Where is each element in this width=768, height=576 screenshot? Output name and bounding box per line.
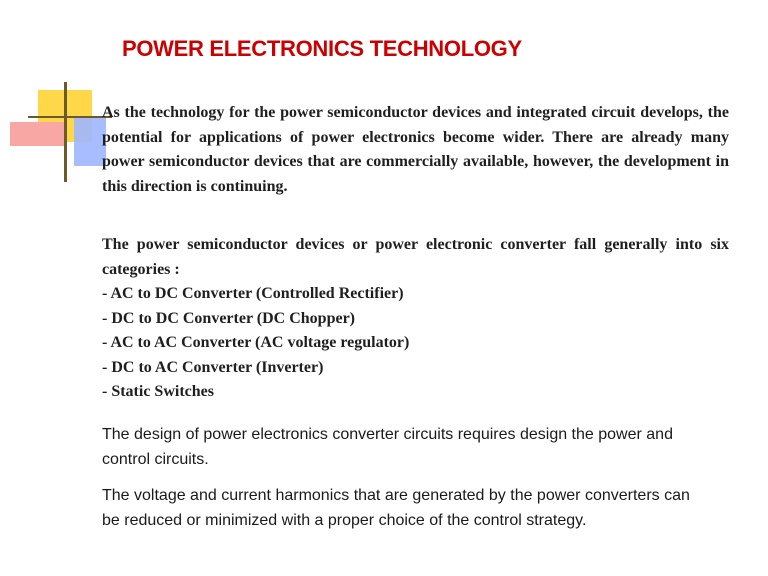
category-item: - AC to DC Converter (Controlled Rectifier) (102, 285, 404, 302)
slide-title: POWER ELECTRONICS TECHNOLOGY (122, 36, 522, 61)
categories-intro: The power semiconductor devices or power electronic converter fall generally into six categories : (102, 236, 729, 278)
paragraph-design: The design of power electronics converter circuits requires design the power and control circuits. (102, 426, 673, 468)
category-item: - DC to DC Converter (DC Chopper) (102, 309, 355, 327)
category-item: - Static Switches (102, 383, 214, 400)
category-item: - AC to AC Converter (AC voltage regulator) (102, 334, 410, 351)
category-item: - DC to AC Converter (Inverter) (102, 358, 324, 376)
decorative-pink-bar (10, 122, 64, 146)
decorative-vertical-line (64, 82, 67, 182)
paragraph-harmonics: The voltage and current harmonics that are generated by the power converters can be reduced or minimized with a proper choice of the control strategy. (102, 487, 690, 529)
paragraph-intro: As the technology for the power semiconductor devices and integrated circuit develops, the potential for applications of power electronics become wider. There are already many power semiconductor devices that are commercially available, however, the development in this direction is continuing. (102, 104, 729, 195)
decorative-horizontal-line (28, 116, 112, 118)
categories-block (102, 233, 729, 405)
